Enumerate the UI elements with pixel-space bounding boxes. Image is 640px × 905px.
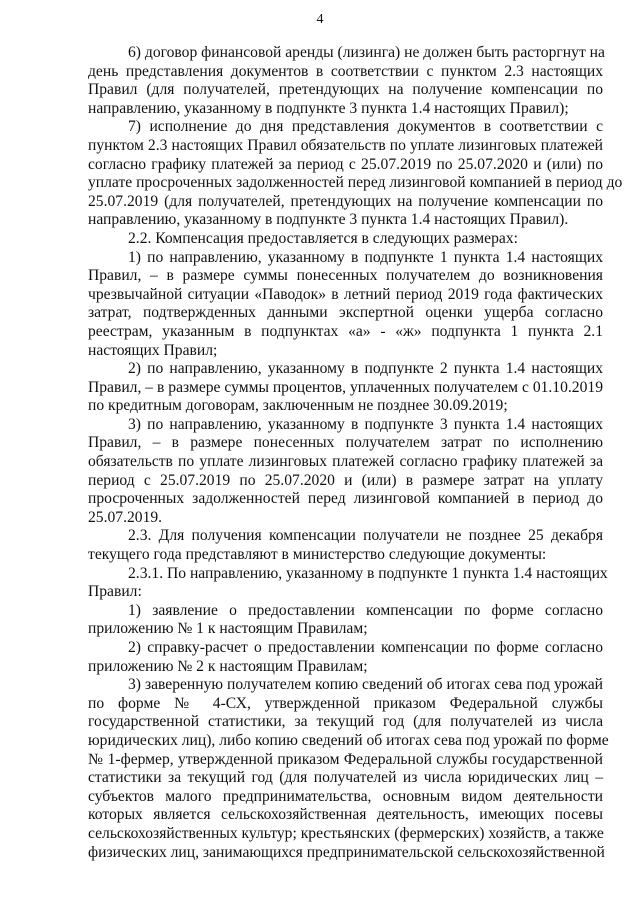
text-line: субъектов малого предпринимательства, основным видом деятельности bbox=[88, 787, 603, 805]
text-line: по кредитным договорам, заключенным не позднее 30.09.2019; bbox=[88, 397, 508, 415]
text-line: 2) справку-расчет о предоставлении компенсации по форме согласно bbox=[128, 639, 603, 656]
text-line: реестрам, указанным в подпунктах «а» - «ж» подпункта 1 пункта 2.1 bbox=[88, 322, 603, 340]
paragraph bbox=[88, 44, 603, 118]
text-line: Правил (для получателей, претендующих на получение компенсации по bbox=[88, 81, 603, 99]
text-line: 7) исполнение до дня представления документов в соответствии с bbox=[128, 118, 603, 136]
paragraph bbox=[88, 249, 603, 361]
text-line: 2) по направлению, указанному в подпункте 2 пункта 1.4 настоящих bbox=[128, 360, 603, 378]
paragraph bbox=[88, 230, 603, 249]
text-line: 3) заверенную получателем копию сведений об итогах сева под урожай bbox=[128, 676, 603, 694]
text-line: приложению № 2 к настоящим Правилам; bbox=[88, 657, 368, 675]
paragraph bbox=[88, 639, 603, 676]
paragraph bbox=[88, 602, 603, 639]
text-line: затрат, подтвержденных данными экспертной оценки ущерба согласно bbox=[88, 304, 603, 322]
paragraph bbox=[88, 564, 608, 602]
text-line: уплате просроченных задолженностей перед лизинговой компанией в период до bbox=[88, 174, 623, 192]
text-line: юридических лиц), либо копию сведений об итогах сева под урожай по форме bbox=[88, 731, 609, 749]
text-line: государственной статистики, за текущий год (для получателей из числа bbox=[88, 713, 603, 731]
text-line: 1) заявление о предоставлении компенсации по форме согласно bbox=[128, 601, 603, 619]
text-line: Правил, – в размере понесенных получателем затрат по исполнению bbox=[88, 434, 603, 452]
text-line: Правил, – в размере суммы процентов, уплаченных получателем с 01.10.2019 bbox=[88, 378, 603, 396]
text-line: 1) по направлению, указанному в подпункте 1 пункта 1.4 настоящих bbox=[128, 248, 603, 266]
text-line: по форме № 4-СХ, утвержденной приказом Федеральной службы bbox=[88, 694, 603, 712]
text-line: Правил: bbox=[88, 583, 142, 601]
paragraph bbox=[88, 527, 603, 564]
text-line: направлению, указанному в подпункте 3 пункта 1.4 настоящих Правил). bbox=[88, 211, 569, 229]
text-line: 2.2. Компенсация предоставляется в следующих размерах: bbox=[128, 229, 518, 247]
text-line: № 1-фермер, утвержденной приказом Федеральной службы государственной bbox=[88, 750, 603, 768]
text-line: согласно графику платежей за период с 25.07.2019 по 25.07.2020 и (или) по bbox=[88, 155, 603, 173]
paragraph bbox=[88, 118, 623, 230]
text-line: текущего года представляют в министерство следующие документы: bbox=[88, 546, 547, 564]
text-line: 2.3. Для получения компенсации получатели не позднее 25 декабря bbox=[128, 527, 603, 545]
text-line: период с 25.07.2019 по 25.07.2020 и (или) в размере затрат на уплату bbox=[88, 471, 603, 489]
page-number: 4 bbox=[316, 12, 324, 27]
paragraph bbox=[88, 416, 603, 528]
text-line: которых является сельскохозяйственная деятельность, имеющих посевы bbox=[88, 806, 603, 824]
paragraph bbox=[88, 360, 603, 416]
text-line: просроченных задолженностей перед лизинговой компанией в период до bbox=[88, 490, 603, 508]
text-line: 2.3.1. По направлению, указанному в подпункте 1 пункта 1.4 настоящих bbox=[128, 564, 608, 582]
text-line: чрезвычайной ситуации «Паводок» в летний период 2019 года фактических bbox=[88, 285, 603, 303]
text-line: направлению, указанному в подпункте 3 пункта 1.4 настоящих Правил); bbox=[88, 99, 569, 117]
text-line: 25.07.2019. bbox=[88, 508, 163, 526]
text-line: 6) договор финансовой аренды (лизинга) не должен быть расторгнут на bbox=[128, 44, 605, 61]
text-line: 25.07.2019 (для получателей, претендующих на получение компенсации по bbox=[88, 192, 603, 210]
text-line: день представления документов в соответствии с пунктом 2.3 настоящих bbox=[88, 62, 603, 80]
text-line: 3) по направлению, указанному в подпункте 3 пункта 1.4 настоящих bbox=[128, 415, 603, 433]
text-line: приложению № 1 к настоящим Правилам; bbox=[88, 620, 368, 638]
text-line: настоящих Правил; bbox=[88, 341, 218, 359]
text-line: обязательств по уплате лизинговых платежей согласно графику платежей за bbox=[88, 453, 603, 471]
text-line: статистики за текущий год (для получателей из числа юридических лиц – bbox=[88, 769, 603, 787]
text-line: сельскохозяйственных культур; крестьянских (фермерских) хозяйств, а также bbox=[88, 824, 604, 842]
text-line: Правил, – в размере суммы понесенных получателем до возникновения bbox=[88, 267, 603, 285]
document-body bbox=[88, 44, 623, 862]
paragraph bbox=[88, 676, 609, 862]
text-line: пунктом 2.3 настоящих Правил обязательств по уплате лизинговых платежей bbox=[88, 136, 603, 154]
text-line: физических лиц, занимающихся предпринимательской сельскохозяйственной bbox=[88, 843, 605, 861]
